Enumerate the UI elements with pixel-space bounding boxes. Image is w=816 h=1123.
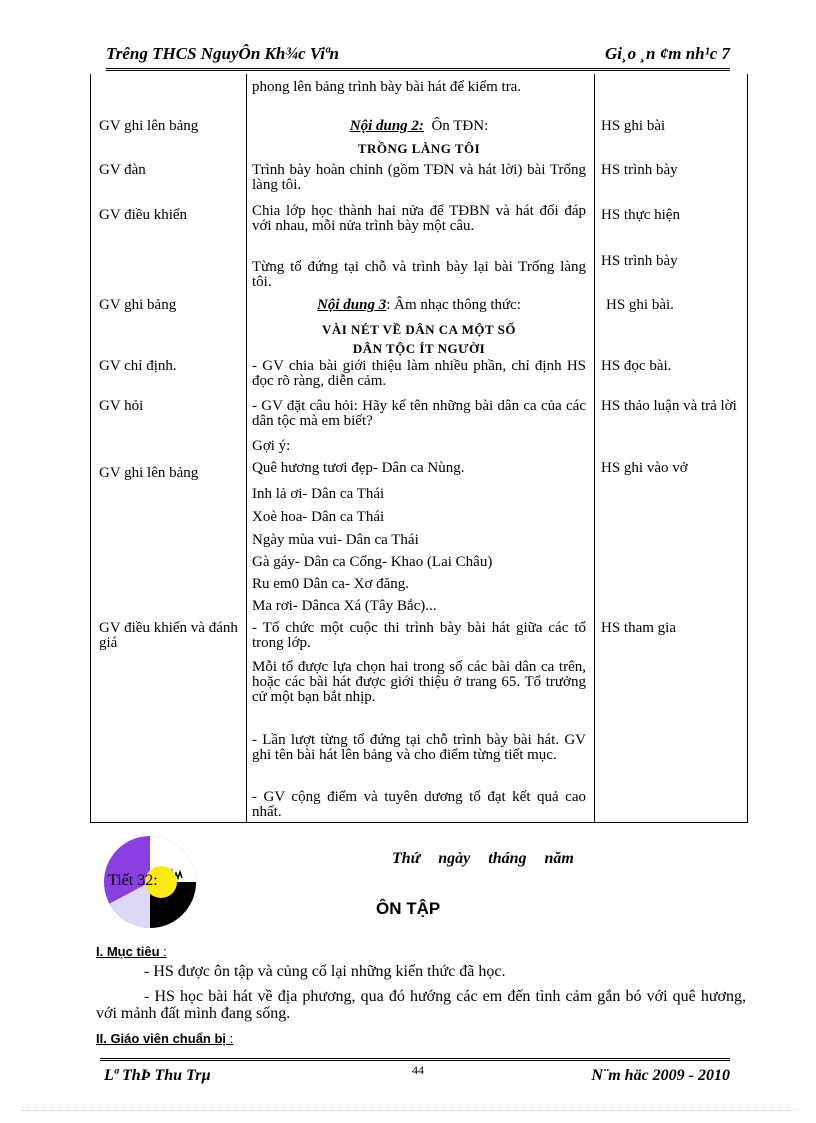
header-school: Trêng THCS NguyÔn Kh¾c Viªn [106, 44, 339, 63]
footer-author: Lª ThÞ Thu Trµ [104, 1067, 211, 1084]
objective-paragraph: - HS học bài hát về địa phương, qua đó hướng các em đến tình cảm gắn bó với quê hương, với mảnh đất mình đang sống. [96, 988, 746, 1022]
table-cell: GV điều khiển và đánh giá [99, 620, 238, 651]
date-line: Thứ ngày tháng năm [392, 850, 574, 867]
section-heading [96, 944, 167, 959]
page-number: 44 [412, 1063, 424, 1077]
list-item: Ma rơi- Dânca Xá (Tây Bắc)... [252, 598, 437, 614]
table-cell: - Lần lượt từng tổ đứng tại chỗ trình bày bài hát. GV ghi tên bài hát lên bảng và cho điểm từng tiết mục. [252, 732, 586, 763]
lesson-table [90, 74, 748, 823]
table-cell: - Tổ chức một cuộc thi trình bày bài hát giữa các tổ trong lớp. [252, 620, 586, 651]
list-item: Inh lả ơi- Dân ca Thái [252, 486, 385, 502]
content-heading: Nội dung 3 [317, 297, 387, 313]
table-cell: GV hỏi [99, 398, 144, 414]
page-edge-dotted-line [20, 1110, 796, 1111]
list-item: Ru em0 Dân ca- Xơ đăng. [252, 576, 410, 592]
table-cell: Trình bày hoàn chỉnh (gồm TĐN và hát lời) bài Trống làng tôi. [252, 162, 586, 193]
table-cell [252, 119, 586, 134]
table-cell: Từng tổ đứng tại chỗ và trình bày lại bài Trống làng tôi. [252, 259, 586, 290]
table-cell: GV ghi lên bảng [99, 118, 199, 134]
page-footer [100, 1058, 730, 1087]
table-cell: HS ghi vào vở [601, 460, 688, 476]
table-cell: HS trình bày [601, 253, 678, 269]
section-heading [96, 1031, 233, 1046]
footer-school-year: N¨m häc 2009 - 2010 [591, 1067, 730, 1084]
content-heading: Nội dung 2: [349, 118, 424, 134]
lesson-title: ÔN TẬP [376, 899, 441, 918]
table-cell: - GV chia bài giới thiệu làm nhiều phần, chỉ định HS đọc rõ ràng, diễn cảm. [252, 358, 586, 389]
table-cell: GV điều khiển [99, 207, 188, 223]
table-cell [252, 298, 586, 313]
table-cell: Chia lớp học thành hai nửa để TĐBN và hát đối đáp với nhau, mỗi nửa trình bày một câu. [252, 203, 586, 234]
table-cell: Gợi ý: [252, 438, 291, 454]
table-cell: HS ghi bài [601, 118, 666, 134]
song-title: TRỒNG LÀNG TÔI [357, 141, 481, 156]
section-heading-text: I. Mục tiêu [96, 944, 160, 959]
section-heading-text: II. Giáo viên chuẩn bị [96, 1031, 227, 1046]
table-cell: HS trình bày [601, 162, 678, 178]
column-divider [594, 74, 595, 822]
list-item: Ngày mùa vui- Dân ca Thái [252, 532, 419, 548]
table-cell: HS đọc bài. [601, 358, 672, 374]
table-cell: - GV đặt câu hỏi: Hãy kể tên những bài dân ca của các dân tộc mà em biết? [252, 398, 586, 429]
section-title: VÀI NÉT VỀ DÂN CA MỘT SỐ DÂN TỘC ÍT NGƯỜI [321, 322, 517, 356]
table-cell: GV ghi bảng [99, 297, 177, 313]
objective-paragraph: - HS được ôn tập và củng cố lại những kiến thức đã học. [144, 963, 506, 980]
header-subject: Gi¸o ¸n ¢m nh¹c 7 [604, 44, 730, 63]
table-cell: HS thực hiện [601, 207, 680, 223]
content-text: Ôn TĐN: [431, 118, 489, 134]
table-cell: GV chỉ định. [99, 358, 177, 374]
section-heading-colon: : [226, 1031, 234, 1046]
list-item: Xoè hoa- Dân ca Thái [252, 509, 385, 525]
lesson-number: Tiết 32: [108, 872, 158, 889]
table-cell: Mỗi tổ được lựa chọn hai trong số các bài dân ca trên, hoặc các bài hát được giới thiệu ở trang 65. Tổ trưởng cử một bạn bắt nhịp. [252, 659, 586, 705]
page-header [106, 44, 730, 71]
content-text: : Âm nhạc thông thức: [386, 297, 521, 313]
table-cell: HS tham gia [601, 620, 676, 636]
column-divider [246, 74, 247, 822]
section-heading-colon: : [159, 944, 167, 959]
list-item: Gà gáy- Dân ca Cống- Khao (Lai Châu) [252, 554, 493, 570]
table-cell: - GV cộng điểm và tuyên dương tổ đạt kết quả cao nhất. [252, 789, 586, 820]
table-cell: GV đàn [99, 162, 146, 178]
table-cell: phong lên bảng trình bày bài hát để kiểm tra. [252, 79, 522, 95]
table-cell: Quê hương tươi đẹp- Dân ca Nùng. [252, 460, 465, 476]
table-cell: GV ghi lên bảng [99, 465, 199, 481]
table-cell: HS thảo luận và trả lời [601, 398, 737, 414]
table-cell: HS ghi bài. [606, 297, 674, 313]
